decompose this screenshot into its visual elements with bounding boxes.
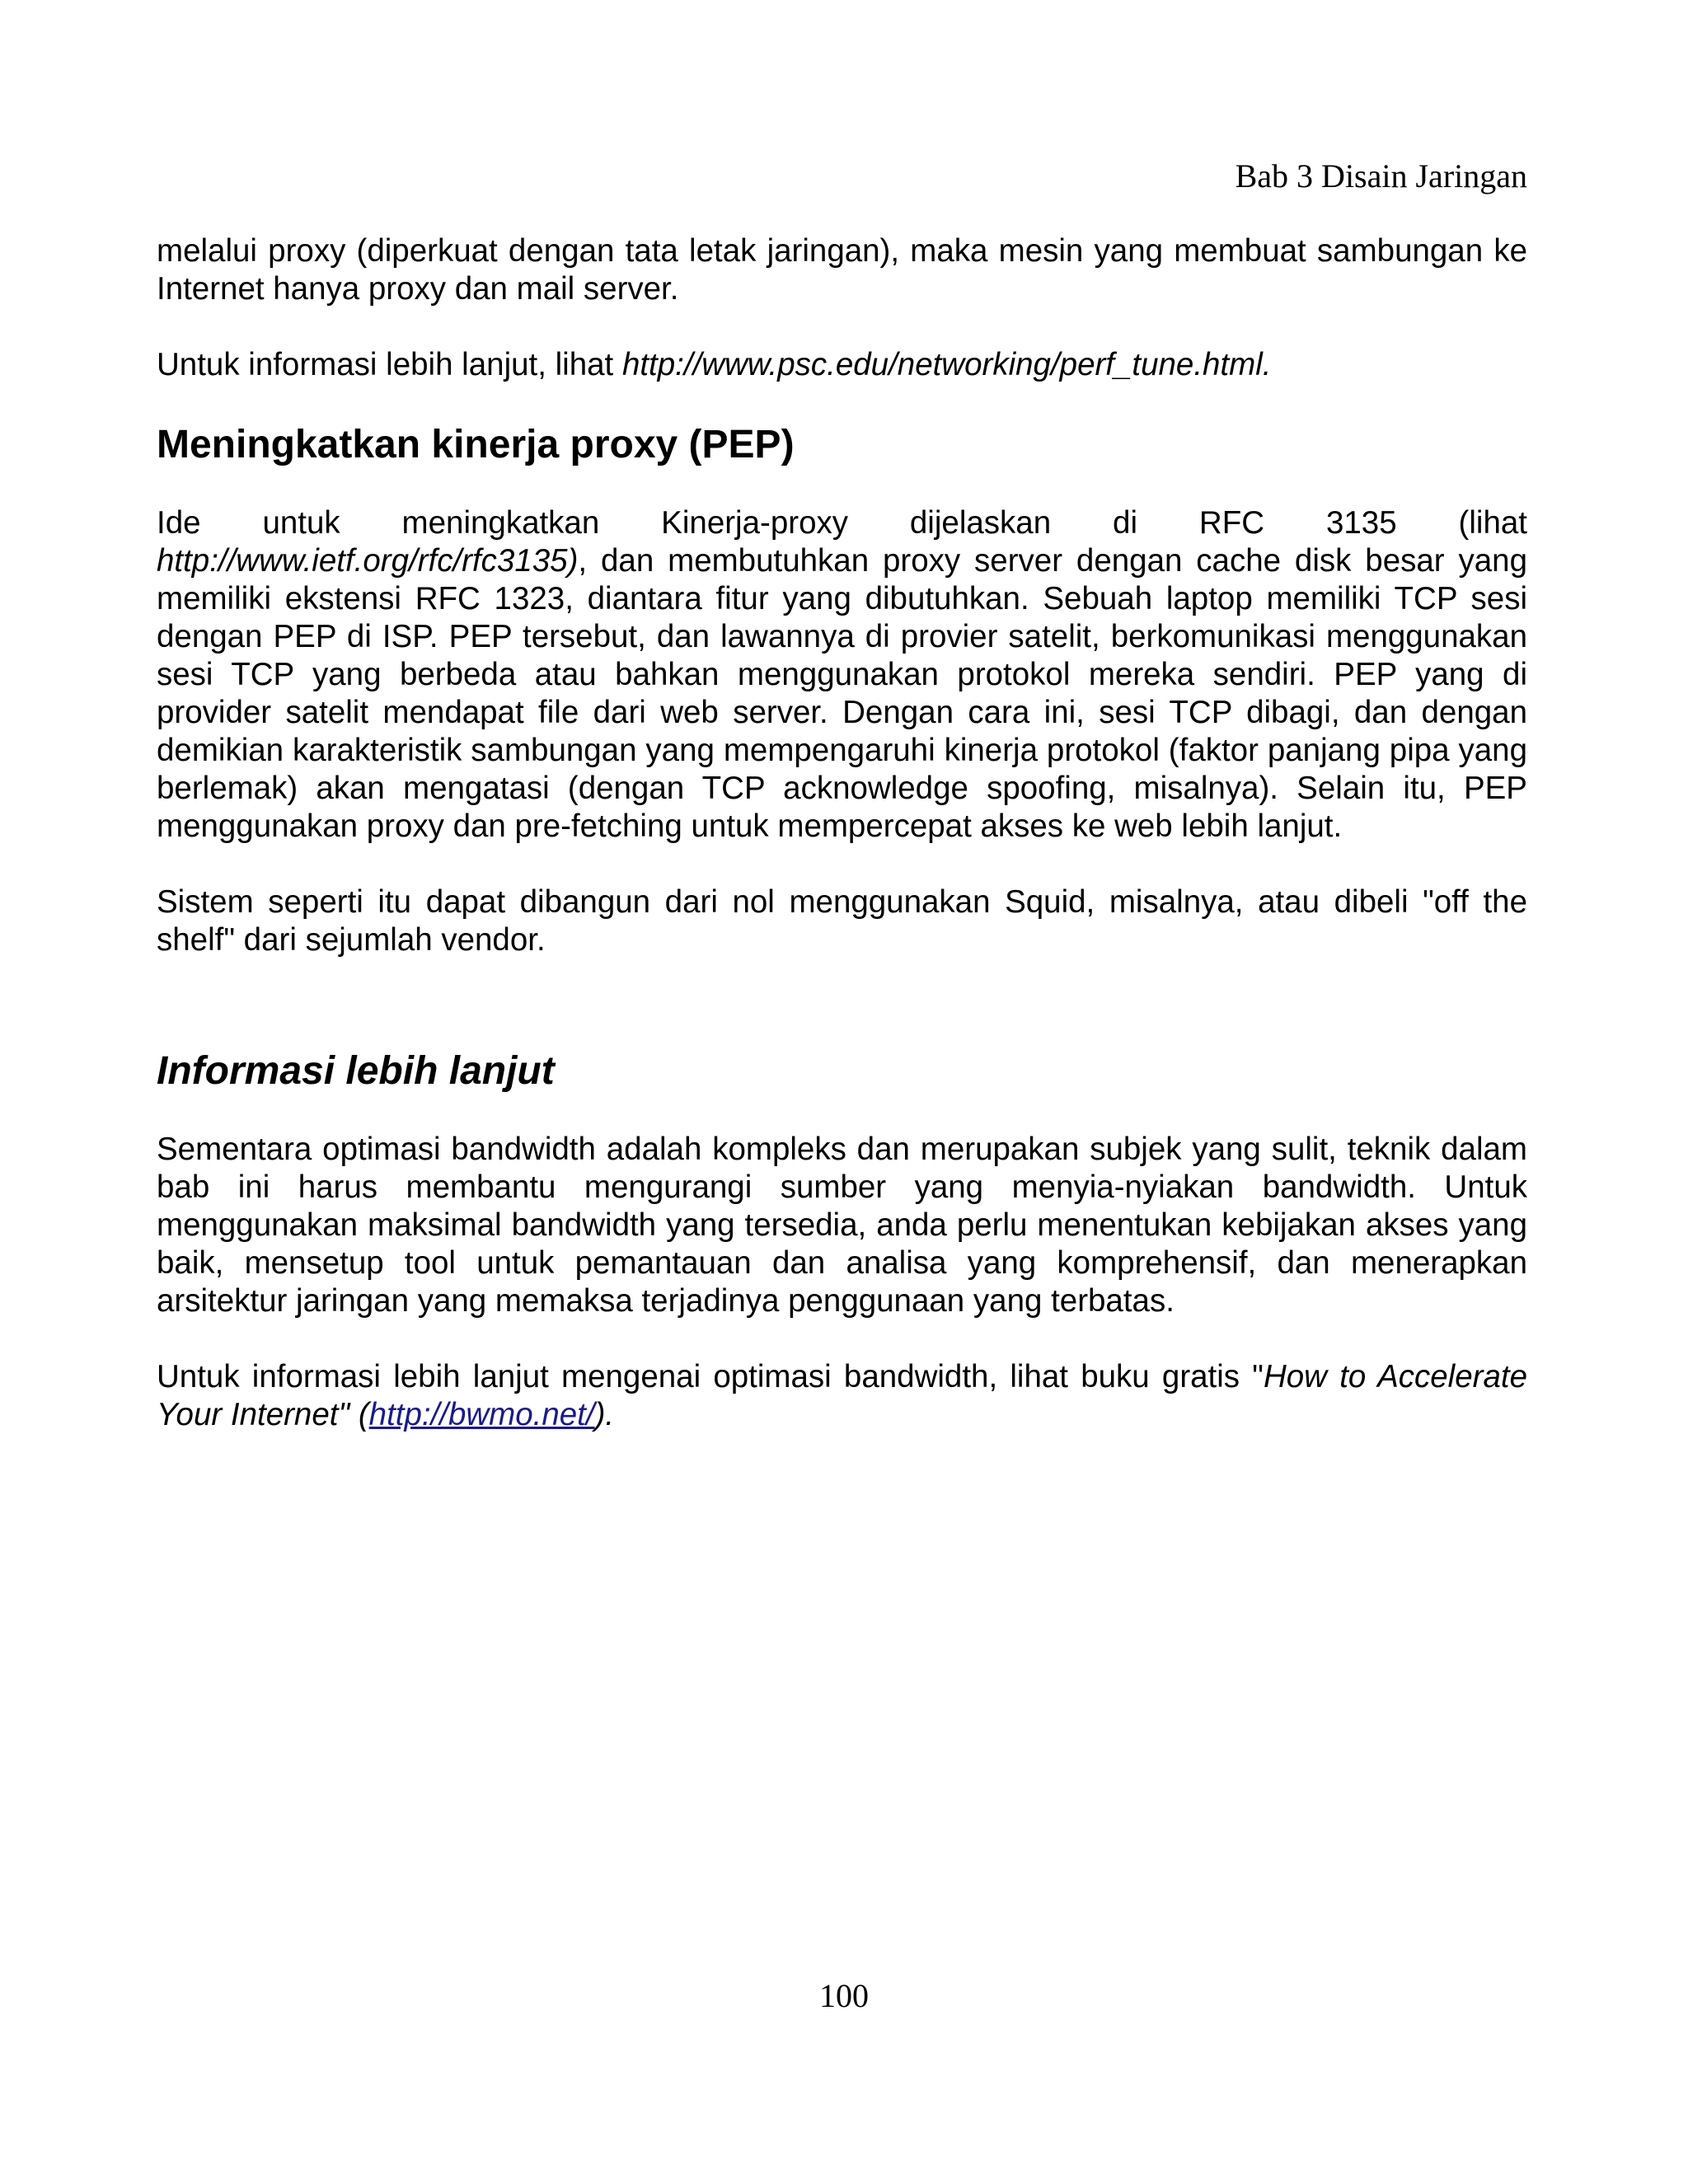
paragraph-proxy-intro: melalui proxy (diperkuat dengan tata letak jaringan), maka mesin yang membuat sambungan ke Internet hanya proxy dan mail server. xyxy=(157,233,1527,307)
paragraph-squid: Sistem seperti itu dapat dibangun dari nol menggunakan Squid, misalnya, atau dibeli "off the shelf" dari sejumlah vendor. xyxy=(157,884,1527,958)
section-heading-pep: Meningkatkan kinerja proxy (PEP) xyxy=(157,423,795,466)
page-content xyxy=(157,232,1527,1472)
paragraph-bandwidth-optimization: Sementara optimasi bandwidth adalah kompleks dan merupakan subjek yang sulit, teknik dalam bab ini harus membantu mengurangi sumber yang menyia-nyiakan bandwidth. Untuk menggunakan maksimal bandwidth yang tersedia, anda perlu menentukan kebijakan akses yang baik, mensetup tool untuk pemantauan dan analisa yang komprehensif, dan menerapkan arsitektur jaringan yang memaksa terjadinya penggunaan yang terbatas. xyxy=(157,1132,1527,1319)
book-lead-text: Untuk informasi lebih lanjut mengenai optimasi bandwidth, lihat buku gratis " xyxy=(157,1359,1264,1394)
rfc3135-url: http://www.ietf.org/rfc/rfc3135) xyxy=(157,543,579,579)
paragraph-book-reference xyxy=(157,1358,1527,1434)
pep-lead-text: Ide untuk meningkatkan Kinerja-proxy dijelaskan di RFC 3135 (lihat xyxy=(157,505,1527,541)
paragraph-more-info-text: Untuk informasi lebih lanjut, lihat xyxy=(157,347,622,382)
book-quote-close: " ( xyxy=(338,1397,369,1432)
psc-url: http://www.psc.edu/networking/perf_tune.html. xyxy=(621,347,1272,382)
book-title: How to Accelerate Your Internet xyxy=(157,1359,1527,1432)
paragraph-more-info xyxy=(157,346,1527,384)
book-tail: ). xyxy=(594,1397,615,1432)
running-header: Bab 3 Disain Jaringan xyxy=(1235,157,1527,194)
pep-rest-text: , dan membutuhkan proxy server dengan cache disk besar yang memiliki ekstensi RFC 1323, diantara fitur yang dibutuhkan. Sebuah laptop memiliki TCP sesi dengan PEP di ISP. PEP tersebut, dan lawannya di provier satelit, berkomunikasi menggunakan sesi TCP yang berbeda atau bahkan menggunakan protokol mereka sendiri. PEP yang di provider satelit mendapat file dari web server. Dengan cara ini, sesi TCP dibagi, dan dengan demikian karakteristik sambungan yang mempengaruhi kinerja protokol (faktor panjang pipa yang berlemak) akan mengatasi (dengan TCP acknowledge spoofing, misalnya). Selain itu, PEP menggunakan proxy dan pre-fetching untuk mempercepat akses ke web lebih lanjut. xyxy=(157,543,1527,844)
section-heading-more-info: Informasi lebih lanjut xyxy=(157,1049,555,1093)
page-number: 100 xyxy=(819,1977,869,2014)
bwmo-link[interactable]: http://bwmo.net/ xyxy=(368,1397,595,1432)
paragraph-pep-description xyxy=(157,504,1527,846)
